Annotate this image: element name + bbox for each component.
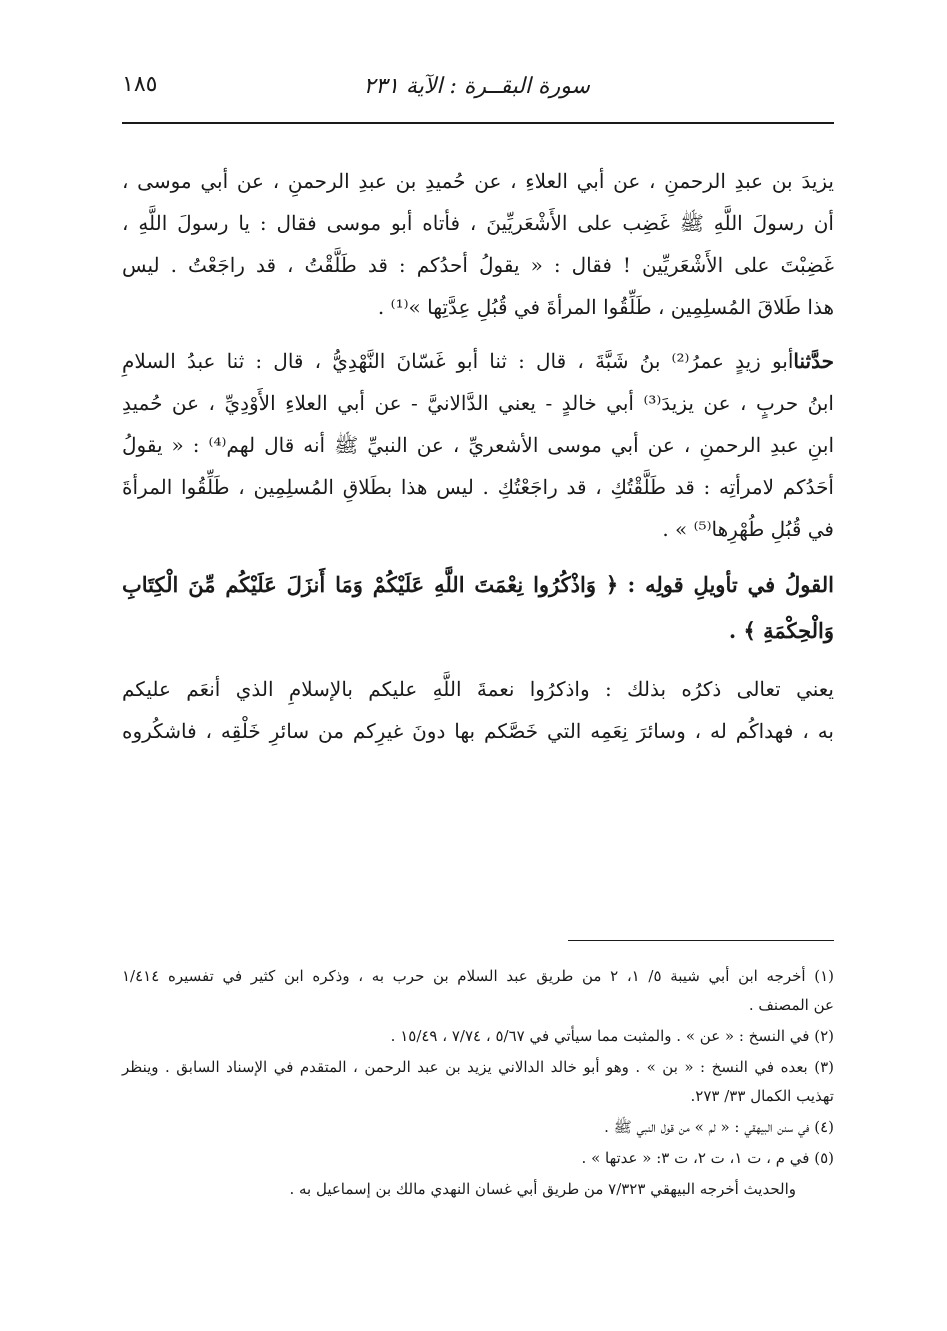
text-line: يعني تعالى ذكرُه بذلك : واذكرُوا نعمةَ اللَّهِ عليكم بالإسلامِ الذي أنعَم عليكم	[122, 677, 834, 701]
footnote-line: (٥) في م ، ت ١، ت ٢، ت ٣: « عدتها » .	[581, 1149, 834, 1167]
header-title: سورة البقــرة : الآية ٢٣١	[363, 74, 590, 99]
footnote-1	[122, 962, 834, 1020]
quran-verse: ﴿ وَاذْكُرُوا نِعْمَتَ اللَّهِ عَلَيْكُمْ وَمَا أَنزَلَ عَلَيْكُم مِّنَ الْكِتَابِ	[122, 572, 619, 597]
footnote-line: (٣) بعده في النسخ : « بن » . وهو أبو خالد الدالاني يزيد بن عبد الرحمن ، المتقدم في الإسناد السابق . وينظر	[122, 1058, 834, 1076]
footnote-5	[122, 1144, 834, 1173]
footnote-line: والحديث أخرجه البيهقي ٧/٣٢٣ من طريق أبي غسان النهدي مالك بن إسماعيل به .	[289, 1180, 796, 1198]
text-line: غَضِبْتَ على الأَشْعَريِّين ! فقال : « يقولُ أحدُكم : قد طَلَّقْتُ ، قد راجَعْتُ . ليس	[122, 253, 834, 277]
footnote-line: تهذيب الكمال ٣٣/ ٢٧٣.	[690, 1087, 834, 1105]
footnote-line: (٢) في النسخ : « عن » . والمثبت مما سيأتي في ٥/٦٧ ، ٧/٧٤ ، ١٥/٤٩ .	[390, 1027, 834, 1045]
header-divider	[122, 122, 834, 124]
paragraph-1	[122, 160, 834, 328]
footnote-extra	[122, 1175, 834, 1204]
section-heading	[122, 562, 834, 654]
footnote-3	[122, 1053, 834, 1111]
footnotes	[122, 962, 834, 1206]
text-line: به ، فهداكُم له ، وسائرَ نِعَمِه التي خَصَّكم بها دونَ غيرِكم من سائرِ خَلْقِه ، فاشكُروه	[122, 719, 834, 743]
footnote-2	[122, 1022, 834, 1051]
text-line: أن رسولَ اللَّهِ ﷺ غَضِب على الأَشْعَريِّينَ ، فأتاه أبو موسى فقال : يا رسولَ اللَّهِ ،	[122, 211, 834, 235]
quran-verse-continued: وَالْحِكْمَةِ ﴾ .	[728, 618, 834, 643]
footnote-line: عن المصنف .	[748, 996, 834, 1014]
main-text	[122, 160, 834, 764]
text-line: أحَدُكم لامرأتِه : قد طَلَّقْتُكِ ، قد راجَعْتُكِ . ليس هذا بطَلاقِ المُسلِمِين ، طَلِّقُوا المرأةَ	[122, 475, 834, 499]
text-line: في قُبُلِ طُهْرِها⁽⁵⁾ » .	[662, 517, 834, 541]
footnote-divider	[568, 940, 834, 941]
heading-prefix: القولُ في تأويلِ قولِه :	[627, 572, 834, 597]
text-line: يزيدَ بن عبدِ الرحمنِ ، عن أبي العلاءِ ، عن حُميدِ بن عبدِ الرحمنِ ، عن أبي موسى ،	[122, 169, 834, 193]
footnote-line: (٤) في سنن البيهقي : « لم » من قول النبي ﷺ .	[604, 1118, 834, 1136]
text-line: هذا طَلاقَ المُسلِمِين ، طَلِّقُوا المرأةَ في قُبُلِ عِدَّتِها »⁽¹⁾ .	[377, 295, 834, 319]
text-line: ابنِ عبدِ الرحمنِ ، عن أبي موسى الأشعريِّ ، عن النبيِّ ﷺ أنه قال لهم⁽⁴⁾ : « يقولُ	[122, 433, 834, 457]
footnote-line: (١) أخرجه ابن أبي شيبة ٥/ ١، ٢ من طريق عبد السلام بن حرب به ، وذكره ابن كثير في تفسيره ١/٤١٤	[122, 967, 834, 985]
paragraph-2	[122, 340, 834, 550]
text-line-rest: أبو زيدٍ عمرُ⁽²⁾ بنُ شَبَّةَ ، قال : ثنا أبو غَسّانَ النَّهْدِيُّ ، قال : ثنا عبدُ السلامِ	[122, 349, 794, 373]
text-line	[122, 340, 834, 382]
footnote-4	[122, 1113, 834, 1142]
hadith-lead: حدَّثنا	[793, 349, 834, 373]
page-number: ١٨٥	[122, 72, 158, 97]
text-line: ابنُ حربٍ ، عن يزيدَ⁽³⁾ أبي خالدٍ - يعني الدَّالانيَّ - عن أبي العلاءِ الأَوْدِيِّ ، عن حُميدِ	[122, 391, 834, 415]
paragraph-3	[122, 668, 834, 752]
heading-line	[122, 562, 834, 608]
running-header	[122, 70, 834, 114]
